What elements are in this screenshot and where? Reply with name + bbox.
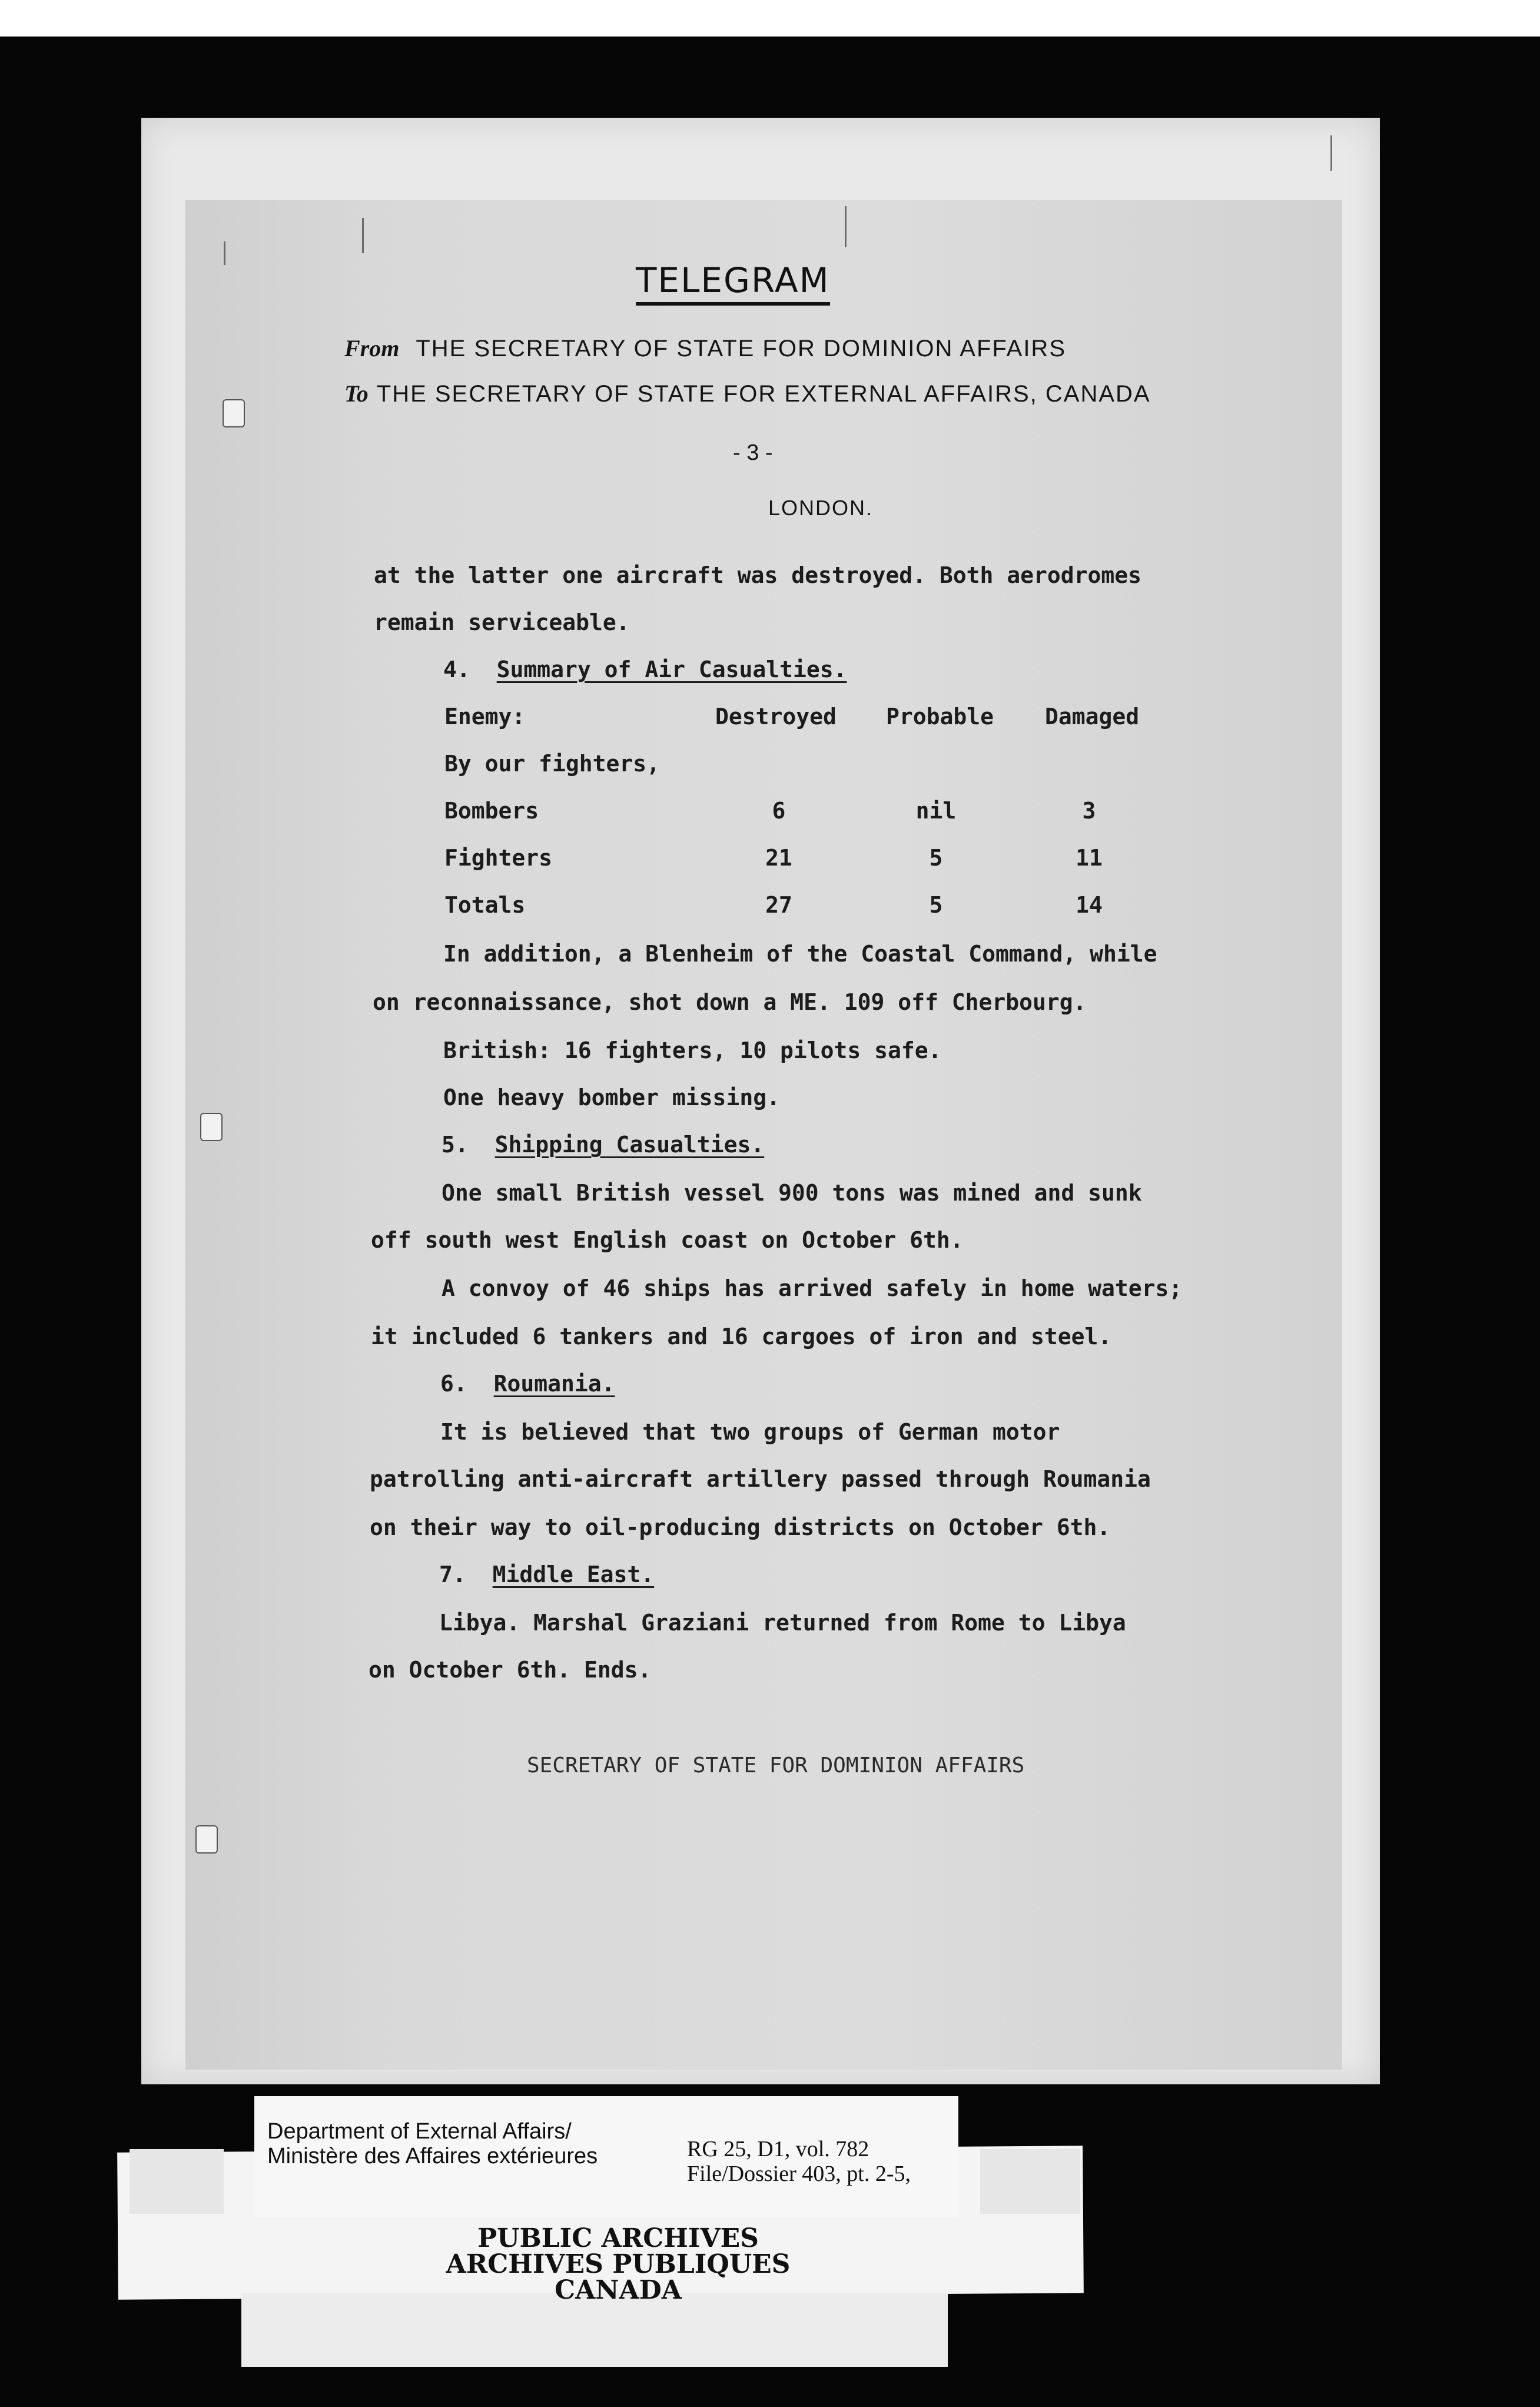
signature-line: SECRETARY OF STATE FOR DOMINION AFFAIRS bbox=[527, 1753, 1025, 1778]
table-subheading: By our fighters, bbox=[444, 751, 661, 777]
table-row-label: Fighters bbox=[444, 845, 553, 871]
table-row-label: Totals bbox=[444, 892, 526, 918]
table-cell-probable: nil bbox=[915, 798, 957, 824]
section-number: 6. bbox=[440, 1371, 467, 1397]
section-title: Shipping Casualties. bbox=[494, 1132, 765, 1158]
place-line: LONDON. bbox=[768, 496, 874, 520]
body-line: British: 16 fighters, 10 pilots safe. bbox=[443, 1037, 942, 1063]
body-line: off south west English coast on October 6th. bbox=[371, 1227, 964, 1253]
table-cell-probable: 5 bbox=[929, 892, 943, 918]
table-cell-probable: 5 bbox=[929, 845, 943, 871]
table-cell-damaged: 14 bbox=[1076, 892, 1103, 918]
section-number: 7. bbox=[439, 1561, 466, 1587]
punch-hole bbox=[195, 1825, 218, 1854]
scratch-mark bbox=[362, 218, 364, 253]
body-line: on October 6th. Ends. bbox=[369, 1657, 652, 1683]
punch-hole bbox=[223, 399, 245, 427]
scratch-mark bbox=[1330, 135, 1332, 171]
archive-stamp-tab bbox=[980, 2149, 1080, 2214]
body-line: it included 6 tankers and 16 cargoes of iron and steel. bbox=[371, 1324, 1112, 1350]
department-fr: Ministère des Affaires extérieures bbox=[267, 2143, 598, 2169]
section-7-heading bbox=[439, 1561, 654, 1587]
to-text: THE SECRETARY OF STATE FOR EXTERNAL AFFAIRS, CANADA bbox=[376, 381, 1151, 407]
public-archives-stamp bbox=[412, 2223, 824, 2305]
stamp-line-en: PUBLIC ARCHIVES bbox=[477, 2223, 759, 2253]
body-line: on reconnaissance, shot down a ME. 109 off Cherbourg. bbox=[373, 989, 1087, 1015]
table-header-probable: Probable bbox=[886, 704, 994, 730]
from-line bbox=[344, 334, 1066, 362]
table-row-label: Bombers bbox=[444, 798, 539, 824]
from-text: THE SECRETARY OF STATE FOR DOMINION AFFAIRS bbox=[416, 336, 1066, 362]
to-label: To bbox=[344, 380, 369, 407]
department-en: Department of External Affairs/ bbox=[267, 2119, 572, 2144]
archive-stamp-tab bbox=[130, 2149, 224, 2214]
file-reference bbox=[687, 2137, 911, 2187]
table-cell-damaged: 3 bbox=[1082, 798, 1096, 824]
section-number: 5. bbox=[442, 1132, 469, 1158]
body-line: on their way to oil-producing districts on October 6th. bbox=[370, 1514, 1111, 1540]
table-cell-destroyed: 27 bbox=[765, 892, 792, 918]
punch-hole bbox=[200, 1113, 223, 1141]
section-4-heading bbox=[443, 657, 847, 682]
body-line: It is believed that two groups of German motor bbox=[440, 1419, 1060, 1445]
table-header-damaged: Damaged bbox=[1045, 704, 1140, 730]
table-cell-destroyed: 21 bbox=[765, 845, 792, 871]
section-title: Roumania. bbox=[493, 1371, 615, 1397]
section-number: 4. bbox=[443, 657, 470, 682]
file-dossier: File/Dossier 403, pt. 2-5, bbox=[687, 2161, 911, 2186]
section-6-heading bbox=[440, 1371, 615, 1397]
body-line: at the latter one aircraft was destroyed. Both aerodromes bbox=[374, 562, 1142, 588]
body-line: One heavy bomber missing. bbox=[443, 1085, 780, 1110]
table-header-enemy: Enemy: bbox=[444, 704, 526, 730]
body-line: patrolling anti-aircraft artillery passed through Roumania bbox=[370, 1466, 1151, 1492]
stamp-line-country: CANADA bbox=[555, 2275, 682, 2305]
section-title: Summary of Air Casualties. bbox=[496, 657, 847, 682]
table-cell-damaged: 11 bbox=[1076, 845, 1103, 871]
body-line: In addition, a Blenheim of the Coastal Command, while bbox=[443, 941, 1157, 967]
archive-reference-label bbox=[254, 2096, 958, 2217]
body-line: A convoy of 46 ships has arrived safely in home waters; bbox=[442, 1275, 1183, 1301]
scratch-mark bbox=[224, 241, 225, 265]
page-number: - 3 - bbox=[733, 440, 773, 465]
section-title: Middle East. bbox=[492, 1561, 655, 1587]
to-line bbox=[344, 380, 1151, 407]
from-label: From bbox=[344, 335, 400, 362]
section-5-heading bbox=[442, 1132, 764, 1158]
scratch-mark bbox=[845, 206, 847, 247]
body-line: One small British vessel 900 tons was mined and sunk bbox=[442, 1180, 1142, 1206]
body-line: Libya. Marshal Graziani returned from Rome to Libya bbox=[439, 1610, 1126, 1636]
table-header-destroyed: Destroyed bbox=[715, 704, 837, 730]
record-group: RG 25, D1, vol. 782 bbox=[687, 2137, 869, 2161]
body-line: remain serviceable. bbox=[374, 609, 630, 635]
department-label bbox=[267, 2120, 598, 2169]
stamp-line-fr: ARCHIVES PUBLIQUES bbox=[446, 2249, 791, 2279]
telegram-heading: TELEGRAM bbox=[636, 262, 830, 306]
table-cell-destroyed: 6 bbox=[772, 798, 786, 824]
